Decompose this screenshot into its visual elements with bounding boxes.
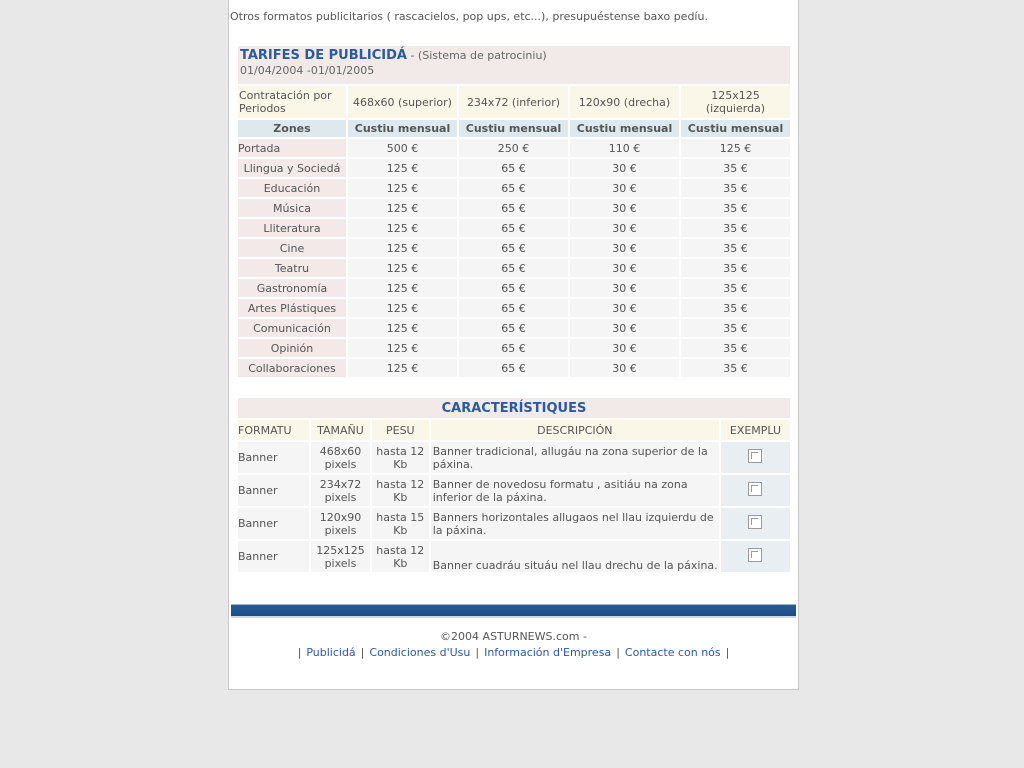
features-header-example: EXEMPLU xyxy=(721,420,790,440)
zone-name: Educación xyxy=(238,179,346,197)
price-cell: 35 € xyxy=(681,219,790,237)
price-cell: 30 € xyxy=(570,239,679,257)
price-cell: 65 € xyxy=(459,299,568,317)
zone-name: Opinión xyxy=(238,339,346,357)
zone-name: Cine xyxy=(238,239,346,257)
rate-row xyxy=(238,299,790,317)
zone-name: Teatru xyxy=(238,259,346,277)
price-cell: 65 € xyxy=(459,279,568,297)
weight-cell: hasta 12 Kb xyxy=(372,541,429,572)
footer-link-company-info[interactable]: Información d'Empresa xyxy=(484,646,612,659)
price-cell: 35 € xyxy=(681,339,790,357)
zone-name: Collaboraciones xyxy=(238,359,346,377)
price-cell: 125 € xyxy=(348,219,457,237)
page-container xyxy=(228,0,799,690)
price-cell: 35 € xyxy=(681,199,790,217)
rate-row xyxy=(238,339,790,357)
zone-name: Comunicación xyxy=(238,319,346,337)
features-header-size: TAMAÑU xyxy=(311,420,370,440)
price-cell: 125 € xyxy=(348,279,457,297)
features-header-description: DESCRIPCIÓN xyxy=(431,420,719,440)
period-header: Contratación por Periodos xyxy=(238,86,346,118)
price-cell: 65 € xyxy=(459,179,568,197)
cost-header: Custiu mensual xyxy=(459,120,568,137)
footer-link-terms[interactable]: Condiciones d'Usu xyxy=(369,646,471,659)
price-cell: 125 € xyxy=(348,199,457,217)
price-cell: 35 € xyxy=(681,319,790,337)
size-cell: 234x72 pixels xyxy=(311,475,370,506)
price-cell: 30 € xyxy=(570,319,679,337)
price-cell: 65 € xyxy=(459,259,568,277)
description-cell: Banners horizontales allugaos nel llau izquierdu de la páxina. xyxy=(431,508,719,539)
price-cell: 65 € xyxy=(459,359,568,377)
weight-cell: hasta 12 Kb xyxy=(372,475,429,506)
price-cell: 30 € xyxy=(570,259,679,277)
price-cell: 65 € xyxy=(459,199,568,217)
size-cell: 468x60 pixels xyxy=(311,442,370,473)
example-cell xyxy=(721,475,790,506)
cost-header: Custiu mensual xyxy=(570,120,679,137)
feature-row xyxy=(238,475,790,506)
price-cell: 35 € xyxy=(681,259,790,277)
zone-name: Portada xyxy=(238,139,346,157)
footer-link-publicity[interactable]: Publicidá xyxy=(306,646,356,659)
format-cell: Banner xyxy=(238,442,309,473)
feature-row xyxy=(238,442,790,473)
price-cell: 125 € xyxy=(348,319,457,337)
description-cell: Banner cuadráu situáu nel llau drechu de la páxina. xyxy=(431,541,719,572)
format-cell: Banner xyxy=(238,475,309,506)
example-cell xyxy=(721,541,790,572)
price-cell: 110 € xyxy=(570,139,679,157)
price-cell: 65 € xyxy=(459,219,568,237)
price-cell: 30 € xyxy=(570,219,679,237)
price-cell: 500 € xyxy=(348,139,457,157)
price-cell: 125 € xyxy=(348,339,457,357)
rate-row xyxy=(238,259,790,277)
example-cell xyxy=(721,442,790,473)
broken-image-icon[interactable] xyxy=(748,482,762,496)
zone-name: Artes Plástiques xyxy=(238,299,346,317)
description-cell: Banner de novedosu formatu , asitiáu na zona inferior de la páxina. xyxy=(431,475,719,506)
price-cell: 125 € xyxy=(348,159,457,177)
format-header: 125x125 (izquierda) xyxy=(681,86,790,118)
price-cell: 30 € xyxy=(570,159,679,177)
price-cell: 30 € xyxy=(570,279,679,297)
weight-cell: hasta 15 Kb xyxy=(372,508,429,539)
rates-table xyxy=(236,44,792,379)
format-header: 468x60 (superior) xyxy=(348,86,457,118)
example-cell xyxy=(721,508,790,539)
price-cell: 125 € xyxy=(348,179,457,197)
zone-name: Llingua y Sociedá xyxy=(238,159,346,177)
rate-row xyxy=(238,179,790,197)
zone-name: Lliteratura xyxy=(238,219,346,237)
footer-bar-line xyxy=(231,616,796,618)
price-cell: 30 € xyxy=(570,299,679,317)
size-cell: 125x125 pixels xyxy=(311,541,370,572)
footer xyxy=(229,630,798,659)
broken-image-icon[interactable] xyxy=(748,449,762,463)
price-cell: 65 € xyxy=(459,159,568,177)
price-cell: 30 € xyxy=(570,359,679,377)
cost-header: Custiu mensual xyxy=(348,120,457,137)
weight-cell: hasta 12 Kb xyxy=(372,442,429,473)
rate-row xyxy=(238,139,790,157)
price-cell: 35 € xyxy=(681,279,790,297)
zone-name: Gastronomía xyxy=(238,279,346,297)
feature-row xyxy=(238,541,790,572)
price-cell: 35 € xyxy=(681,179,790,197)
format-cell: Banner xyxy=(238,508,309,539)
intro-text: Otros formatos publicitarios ( rascacielos, pop ups, etc...), presupuéstense baxo pedíu. xyxy=(230,10,708,23)
price-cell: 30 € xyxy=(570,199,679,217)
price-cell: 30 € xyxy=(570,179,679,197)
price-cell: 30 € xyxy=(570,339,679,357)
price-cell: 125 € xyxy=(348,359,457,377)
price-cell: 35 € xyxy=(681,239,790,257)
price-cell: 35 € xyxy=(681,159,790,177)
footer-links: | Publicidá | Condiciones d'Usu | Información d'Empresa | Contacte con nós | xyxy=(297,646,730,659)
size-cell: 120x90 pixels xyxy=(311,508,370,539)
description-cell: Banner tradicional, allugáu na zona superior de la páxina. xyxy=(431,442,719,473)
price-cell: 125 € xyxy=(348,299,457,317)
broken-image-icon[interactable] xyxy=(748,515,762,529)
cost-header: Custiu mensual xyxy=(681,120,790,137)
price-cell: 125 € xyxy=(348,239,457,257)
price-cell: 250 € xyxy=(459,139,568,157)
rates-dates: 01/04/2004 -01/01/2005 xyxy=(240,64,375,77)
features-title: CARACTERÍSTIQUES xyxy=(238,398,790,418)
rate-row xyxy=(238,159,790,177)
price-cell: 35 € xyxy=(681,299,790,317)
rate-row xyxy=(238,279,790,297)
zone-name: Música xyxy=(238,199,346,217)
feature-rows xyxy=(238,442,790,572)
zones-header: Zones xyxy=(238,120,346,137)
rates-title: TARIFES DE PUBLICIDÁ xyxy=(240,48,407,63)
feature-row xyxy=(238,508,790,539)
format-cell: Banner xyxy=(238,541,309,572)
price-cell: 35 € xyxy=(681,359,790,377)
rate-rows xyxy=(238,139,790,377)
format-header: 234x72 (inferior) xyxy=(459,86,568,118)
price-cell: 65 € xyxy=(459,319,568,337)
footer-link-contact[interactable]: Contacte con nós xyxy=(624,646,721,659)
price-cell: 65 € xyxy=(459,339,568,357)
rates-subtitle: - (Sistema de patrociniu) xyxy=(406,49,547,62)
features-table xyxy=(236,396,792,574)
format-header: 120x90 (drecha) xyxy=(570,86,679,118)
copyright: ©2004 ASTURNEWS.com - xyxy=(440,630,587,643)
features-header-format: FORMATU xyxy=(238,420,309,440)
rate-row xyxy=(238,219,790,237)
rate-row xyxy=(238,239,790,257)
features-header-weight: PESU xyxy=(372,420,429,440)
price-cell: 125 € xyxy=(348,259,457,277)
rate-row xyxy=(238,319,790,337)
price-cell: 125 € xyxy=(681,139,790,157)
rates-title-cell xyxy=(238,46,790,84)
rate-row xyxy=(238,199,790,217)
broken-image-icon[interactable] xyxy=(748,548,762,562)
price-cell: 65 € xyxy=(459,239,568,257)
rate-row xyxy=(238,359,790,377)
